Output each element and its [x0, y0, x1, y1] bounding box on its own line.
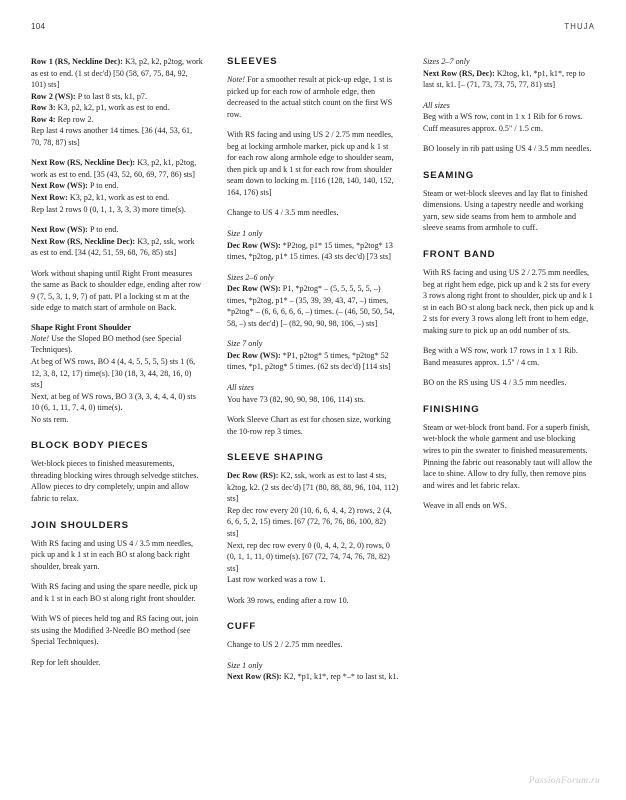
pattern-paragraph: Next Row: K3, p2, k1, work as est to end.	[31, 193, 170, 203]
paragraph-spacer	[227, 263, 399, 272]
pattern-title: THUJA	[564, 22, 595, 31]
size-heading: All sizes	[423, 100, 450, 110]
section-spacer	[227, 606, 399, 621]
pattern-paragraph: Dec Row (WS): *P1, p2tog* 5 times, *p2tog* 52 times, *p1, p2tog* 5 times. (62 sts dec'd) [114 sts]	[227, 350, 391, 372]
column-2	[227, 56, 399, 683]
pattern-paragraph: Last row worked was a row 1.	[227, 575, 326, 585]
pattern-paragraph: Change to US 4 / 3.5 mm needles.	[227, 208, 339, 218]
paragraph-lead-in: Dec Row (RS):	[227, 471, 279, 481]
pattern-paragraph: Change to US 2 / 2.75 mm needles.	[227, 640, 343, 650]
pattern-paragraph: Dec Row (WS): P1, *p2tog* – (5, 5, 5, 5, 5, –) times, *p2tog, p1* – (35, 39, 39, 43, 47, –) times, *p2tog* – (6, 6, 6, 6, 6, –) times. (– (46, 50, 50, 54, 58, –) sts dec'd) [– (82, 90, 90, 98, 106, –) sts]	[227, 284, 395, 328]
paragraph-lead-in: Row 4:	[31, 114, 56, 124]
section-heading: SLEEVE SHAPING	[227, 452, 324, 464]
paragraph-spacer	[31, 572, 203, 581]
pattern-paragraph: Wet-block pieces to finished measurements, threading blocking wires through selvedge stitches. Allow pieces to dry completely, unpin and allow fabric to relax.	[31, 459, 199, 503]
paragraph-spacer	[31, 314, 203, 323]
pattern-paragraph: Beg with a WS row, work 17 rows in 1 x 1 Rib. Band measures approx. 1.5" / 4 cm.	[423, 346, 578, 367]
pattern-paragraph: Weave in all ends on WS.	[423, 501, 507, 511]
pattern-paragraph: Next, rep dec row every 0 (0, 4, 4, 2, 2, 0) rows, 0 (0, 1, 1, 11, 0) time(s). [67 (72, 74, 74, 76, 78, 82) sts]	[227, 540, 390, 573]
size-heading: Size 7 only	[227, 339, 263, 349]
section-heading: SEAMING	[423, 169, 475, 181]
pattern-paragraph: Row 1 (RS, Neckline Dec): K3, p2, k2, p2tog, work as est to end. (1 st dec'd) [50 (58, 67, 75, 84, 92, 101) sts]	[31, 57, 203, 90]
paragraph-lead-in: Dec Row (WS):	[227, 350, 281, 360]
section-spacer	[423, 155, 595, 170]
section-heading: JOIN SHOULDERS	[31, 519, 129, 531]
size-heading: Size 1 only	[227, 229, 263, 239]
size-heading: Size 1 only	[227, 660, 263, 670]
column-1	[31, 56, 203, 683]
section-heading: SLEEVES	[227, 56, 278, 67]
paragraph-spacer	[227, 329, 399, 338]
pattern-paragraph: Row 4: Rep row 2.	[31, 114, 94, 124]
pattern-paragraph: Rep last 4 rows another 14 times. [36 (44, 53, 61, 70, 78, 87) sts]	[31, 126, 193, 147]
pattern-paragraph: Next Row (WS): P to end.	[31, 181, 119, 191]
pattern-paragraph: No sts rem.	[31, 414, 69, 424]
paragraph-spacer	[31, 148, 203, 157]
pattern-paragraph: Next, at beg of WS rows, BO 3 (3, 3, 4, 4, 4, 0) sts 10 (6, 1, 11, 7, 4, 0) time(s).	[31, 391, 196, 413]
size-heading: Sizes 2–7 only	[423, 57, 470, 66]
pattern-paragraph: Steam or wet-block front band. For a superb finish, wet-block the whole garment and use blocking wires to pin the sweater to finished measurements. Pinning the fabric out reasonably taut will allow the lace to shine. Allow to dry fully, then remove pins and wires and let fabric relax.	[423, 422, 593, 490]
section-spacer	[31, 425, 203, 440]
pattern-paragraph: Next Row (RS, Dec): K2tog, k1, *p1, k1*, rep to last st, k1. [– (71, 73, 73, 75, 77, 81) sts]	[423, 68, 585, 90]
paragraph-spacer	[423, 368, 595, 377]
size-heading: All sizes	[227, 383, 254, 393]
pattern-paragraph: Next Row (RS): K2, *p1, k1*, rep *–* to last st, k1.	[227, 672, 399, 682]
paragraph-spacer	[227, 219, 399, 228]
paragraph-spacer	[423, 91, 595, 100]
pattern-paragraph: Work 39 rows, ending after a row 10.	[227, 595, 349, 605]
page-number: 104	[31, 22, 46, 31]
pattern-paragraph: Rep for left shoulder.	[31, 657, 101, 667]
column-3	[423, 56, 595, 683]
paragraph-lead-in: Dec Row (WS):	[227, 284, 281, 294]
pattern-paragraph: Rep last 2 rows 0 (0, 1, 1, 3, 3, 3) more time(s).	[31, 204, 186, 214]
pattern-paragraph: Next Row (WS): P to end.	[31, 225, 119, 235]
pattern-paragraph: Dec Row (RS): K2, ssk, work as est to last 4 sts, k2tog, k2. (2 sts dec'd) [71 (80, 88, 88, 96, 104, 112) sts]	[227, 471, 399, 504]
paragraph-spacer	[423, 336, 595, 345]
paragraph-lead-in: Next Row (RS, Neckline Dec):	[31, 236, 136, 246]
pattern-paragraph: Note! Use the Sloped BO method (see Special Techniques).	[31, 333, 182, 355]
paragraph-spacer	[227, 405, 399, 414]
paragraph-spacer	[31, 648, 203, 657]
pattern-paragraph: Rep dec row every 20 (10, 6, 6, 4, 4, 2) rows, 2 (4, 6, 6, 5, 2, 15) times. [67 (72, 76, 76, 86, 100, 82) sts]	[227, 505, 392, 538]
pattern-paragraph: Next Row (RS, Neckline Dec): K3, p2, k1, p2tog, work as est to end. [35 (43, 52, 60, 69, 77, 86) sts]	[31, 158, 197, 179]
pattern-paragraph: With RS facing and using US 2 / 2.75 mm needles, beg at locking armhole marker, pick up and k 1 st for each row along armhole edge to shoulder seam, then pick up and k 1 st for each row from shoulder seam down to locking m. [116 (128, 140, 140, 152, 164, 176) sts]	[227, 130, 394, 197]
paragraph-spacer	[227, 120, 399, 129]
pattern-paragraph: Steam or wet-block sleeves and lay flat to finished dimensions. Using a tapestry needle and working yarn, sew side seams from hem to armhole and sleeve seams from armhole to cuff.	[423, 188, 588, 233]
paragraph-lead-in: Row 2 (WS):	[31, 91, 76, 101]
watermark: PassionForum.ru	[528, 776, 600, 786]
paragraph-lead-in: Row 1 (RS, Neckline Dec):	[31, 57, 123, 66]
paragraph-lead-in: Next Row:	[31, 193, 68, 203]
pattern-paragraph: BO loosely in rib patt using US 4 / 3.5 mm needles.	[423, 144, 592, 154]
paragraph-spacer	[227, 198, 399, 207]
paragraph-lead-in: Dec Row (WS):	[227, 240, 281, 250]
page-columns	[31, 56, 595, 756]
paragraph-spacer	[227, 651, 399, 660]
section-spacer	[227, 437, 399, 452]
pattern-paragraph: You have 73 (82, 90, 90, 98, 106, 114) sts.	[227, 394, 366, 404]
section-spacer	[31, 505, 203, 520]
paragraph-note-lead-in: Note!	[31, 333, 50, 343]
pattern-paragraph: At beg of WS rows, BO 4 (4, 4, 5, 5, 5, 5) sts 1 (6, 12, 3, 8, 12, 17) time(s). [30 (18, 3, 44, 28, 16, 0) sts]	[31, 357, 196, 390]
section-spacer	[423, 234, 595, 249]
pattern-paragraph: BO on the RS using US 4 / 3.5 mm needles.	[423, 378, 567, 388]
pattern-paragraph: Row 2 (WS): P to last 8 sts, k1, p7.	[31, 91, 148, 101]
section-heading: FINISHING	[423, 403, 480, 415]
paragraph-lead-in: Next Row (WS):	[31, 181, 88, 191]
paragraph-note-lead-in: Note!	[227, 75, 246, 84]
pattern-paragraph: Work Sleeve Chart as est for chosen size, working the 10-row rep 3 times.	[227, 415, 391, 436]
pattern-paragraph: Next Row (RS, Neckline Dec): K3, p2, ssk, work as est to end. [34 (42, 51, 59, 68, 76, 85) sts]	[31, 236, 195, 258]
pattern-paragraph: With RS facing and using US 2 / 2.75 mm needles, beg at right hem edge, pick up and k 2 sts for every 3 rows along right front to shoulder, pick up and k 1 st in each BO st along back neck, then pick up and k 2 sts for every 3 rows along left front to hem edge, making sure to pick up an odd number of sts.	[423, 268, 594, 335]
paragraph-spacer	[423, 134, 595, 143]
pattern-paragraph: Beg with a WS row, cont in 1 x 1 Rib for 6 rows. Cuff measures approx. 0.5" / 1.5 cm.	[423, 112, 583, 133]
pattern-paragraph: With RS facing and using US 4 / 3.5 mm needles, pick up and k 1 st in each BO st along back right shoulder, break yarn.	[31, 538, 194, 571]
paragraph-spacer	[31, 215, 203, 224]
running-head	[0, 22, 626, 36]
section-heading: BLOCK BODY PIECES	[31, 440, 149, 452]
pattern-paragraph: Row 3: K3, p2, k2, p1, work as est to end.	[31, 103, 170, 113]
paragraph-spacer	[423, 491, 595, 500]
paragraph-spacer	[227, 586, 399, 595]
paragraph-lead-in: Next Row (RS):	[227, 672, 282, 682]
section-spacer	[423, 389, 595, 404]
pattern-paragraph: With RS facing and using the spare needle, pick up and k 1 st in each BO st along right front shoulder.	[31, 582, 198, 603]
section-heading: CUFF	[227, 621, 257, 633]
pattern-paragraph: Note! For a smoother result at pick-up edge, 1 st is picked up for each row of armhole edge, then decreased to the actual stitch count on the first WS row.	[227, 75, 393, 119]
paragraph-lead-in: Next Row (RS, Dec):	[423, 68, 495, 78]
size-heading: Sizes 2–6 only	[227, 272, 274, 282]
paragraph-lead-in: Next Row (RS, Neckline Dec):	[31, 158, 136, 168]
sub-heading: Shape Right Front Shoulder	[31, 322, 132, 332]
pattern-paragraph: With WS of pieces held tog and RS facing out, join sts using the Modified 3-Needle BO method (see Special Techniques).	[31, 614, 199, 647]
paragraph-lead-in: Row 3:	[31, 103, 56, 113]
paragraph-spacer	[31, 604, 203, 613]
pattern-paragraph: Dec Row (WS): *P2tog, p1* 15 times, *p2tog* 13 times, *p2tog, p1* 15 times. (43 sts dec'd) [73 sts]	[227, 240, 393, 262]
paragraph-spacer	[227, 373, 399, 382]
paragraph-spacer	[31, 259, 203, 268]
paragraph-lead-in: Next Row (WS):	[31, 225, 88, 235]
section-heading: FRONT BAND	[423, 249, 496, 261]
pattern-paragraph: Work without shaping until Right Front measures the same as Back to shoulder edge, ending after row 9 (7, 5, 3, 1, 9, 7) of patt. Pl a locking st m at the side edge to match start of armhole on Back.	[31, 268, 202, 313]
